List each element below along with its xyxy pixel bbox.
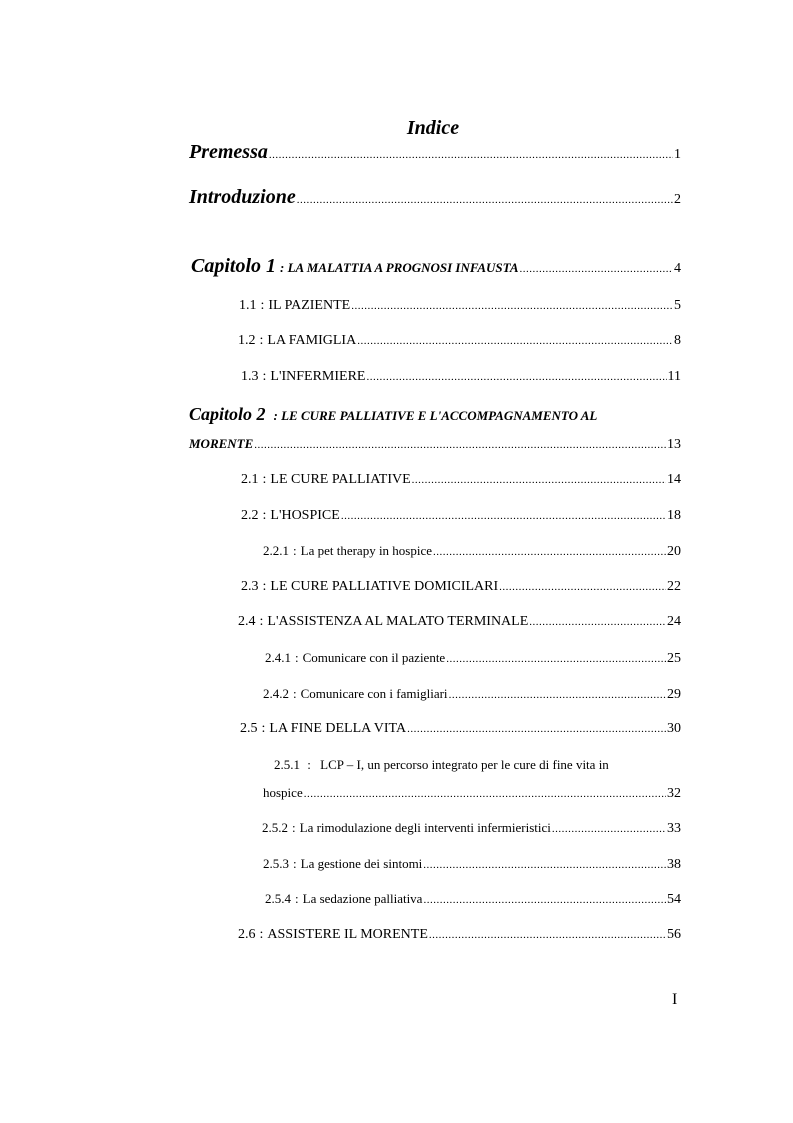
toc-entry-2-5-1[interactable]: [274, 755, 609, 775]
toc-page-number: 14: [667, 472, 681, 487]
leader-dots: [529, 612, 666, 632]
separator: :: [262, 369, 267, 384]
separator: :: [293, 856, 297, 871]
section-number: 2.3: [241, 579, 259, 594]
toc-entry-1-3[interactable]: [241, 367, 681, 387]
section-number: 2.5.4: [265, 891, 291, 906]
chapter-subtitle: : LE CURE PALLIATIVE E L'ACCOMPAGNAMENTO AL: [273, 408, 598, 423]
chapter-subtitle: : LA MALATTIA A PROGNOSI INFAUSTA: [280, 260, 519, 275]
section-number: 1.1: [239, 298, 257, 313]
toc-entry-2-6[interactable]: [238, 925, 681, 945]
leader-dots: [423, 855, 666, 875]
section-number: 2.1: [241, 472, 259, 487]
toc-entry-2-4[interactable]: [238, 612, 681, 632]
toc-page-number: 13: [667, 437, 681, 452]
section-number: 2.5.3: [263, 856, 289, 871]
toc-entry-2-5-1-continued[interactable]: [263, 783, 681, 804]
footer-page-number: I: [672, 991, 678, 1008]
separator: :: [262, 472, 267, 487]
toc-page-number: 38: [667, 857, 681, 872]
toc-entry-2-3[interactable]: [241, 577, 681, 597]
leader-dots: [446, 649, 666, 669]
toc-page-number: 54: [667, 892, 681, 907]
separator: :: [259, 333, 264, 348]
section-title: LA FAMIGLIA: [267, 333, 357, 348]
section-title: La pet therapy in hospice: [300, 543, 433, 558]
leader-dots: [407, 719, 666, 739]
leader-dots: [552, 819, 666, 839]
section-number: 2.5.1: [274, 757, 300, 772]
section-number: 1.2: [238, 333, 256, 348]
leader-dots: [269, 145, 673, 165]
separator: :: [292, 820, 296, 835]
section-title: LE CURE PALLIATIVE: [270, 472, 411, 487]
toc-entry-capitolo-2-continued[interactable]: [189, 434, 681, 455]
toc-page-number: 5: [674, 298, 681, 313]
section-number: 2.4.2: [263, 686, 289, 701]
toc-page-number: 24: [667, 614, 681, 629]
section-title: Comunicare con il paziente: [302, 650, 446, 665]
toc-entry-1-2[interactable]: [238, 331, 681, 351]
leader-dots: [341, 506, 666, 526]
section-title: La rimodulazione degli interventi infermieristici: [299, 820, 551, 835]
toc-entry-1-1[interactable]: [239, 296, 681, 316]
toc-entry-2-5[interactable]: [240, 719, 681, 739]
toc-page-number: 32: [667, 786, 681, 801]
leader-dots: [423, 890, 666, 910]
section-number: 2.5.2: [262, 820, 288, 835]
toc-label: Premessa: [189, 141, 268, 163]
separator: :: [259, 927, 264, 942]
toc-entry-2-4-2[interactable]: [263, 684, 681, 705]
separator: :: [295, 650, 299, 665]
toc-page-number: 18: [667, 508, 681, 523]
leader-dots: [297, 190, 673, 210]
toc-entry-2-1[interactable]: [241, 470, 681, 490]
section-title: La gestione dei sintomi: [300, 856, 423, 871]
toc-page-number: 30: [667, 721, 681, 736]
toc-entry-2-5-3[interactable]: [263, 854, 681, 875]
section-title: L'HOSPICE: [270, 508, 340, 523]
section-title: L'ASSISTENZA AL MALATO TERMINALE: [267, 614, 529, 629]
separator: :: [260, 298, 265, 313]
toc-entry-2-2[interactable]: [241, 506, 681, 526]
toc-page-number: 8: [674, 333, 681, 348]
separator: :: [261, 721, 266, 736]
leader-dots: [449, 685, 666, 705]
toc-page-number: 29: [667, 687, 681, 702]
section-number: 2.2: [241, 508, 259, 523]
separator: :: [293, 543, 297, 558]
leader-dots: [357, 331, 673, 351]
chapter-label: Capitolo 2: [189, 404, 266, 424]
section-number: 1.3: [241, 369, 259, 384]
section-number: 2.2.1: [263, 543, 289, 558]
section-title-continued: hospice: [263, 785, 303, 800]
section-number: 2.4.1: [265, 650, 291, 665]
section-title: Comunicare con i famigliari: [300, 686, 448, 701]
toc-page-number: 11: [667, 369, 681, 384]
toc-page-number: 25: [667, 651, 681, 666]
toc-entry-2-2-1[interactable]: [263, 541, 681, 562]
chapter-subtitle-continued: MORENTE: [189, 436, 254, 451]
section-title: L'INFERMIERE: [270, 369, 366, 384]
separator: :: [259, 614, 264, 629]
toc-page-number: 56: [667, 927, 681, 942]
toc-entry-2-4-1[interactable]: [265, 648, 681, 669]
toc-page-number: 20: [667, 544, 681, 559]
leader-dots: [520, 259, 673, 279]
separator: :: [262, 579, 267, 594]
toc-page-number: 22: [667, 579, 681, 594]
section-title: La sedazione palliativa: [302, 891, 423, 906]
toc-page-number: 33: [667, 821, 681, 836]
toc-page-number: 4: [674, 261, 681, 276]
section-title: IL PAZIENTE: [268, 298, 351, 313]
leader-dots: [366, 367, 666, 387]
toc-label: Introduzione: [189, 186, 296, 208]
toc-entry-capitolo-1[interactable]: [191, 256, 681, 279]
toc-entry-2-5-2[interactable]: [262, 818, 681, 839]
section-title: LCP – I, un percorso integrato per le cure di fine vita in: [320, 757, 609, 772]
toc-entry-premessa[interactable]: [189, 142, 681, 165]
leader-dots: [304, 784, 666, 804]
leader-dots: [429, 925, 666, 945]
toc-page-number: 1: [674, 147, 681, 162]
toc-page-number: 2: [674, 192, 681, 207]
section-title: LE CURE PALLIATIVE DOMICILARI: [270, 579, 499, 594]
toc-entry-introduzione[interactable]: [189, 187, 681, 210]
separator: :: [293, 686, 297, 701]
section-number: 2.4: [238, 614, 256, 629]
leader-dots: [351, 296, 673, 316]
leader-dots: [254, 435, 666, 455]
page-title: Indice: [406, 117, 460, 139]
toc-entry-2-5-4[interactable]: [265, 889, 681, 910]
chapter-label: Capitolo 1: [191, 255, 277, 277]
separator: :: [262, 508, 267, 523]
section-number: 2.5: [240, 721, 258, 736]
section-title: ASSISTERE IL MORENTE: [267, 927, 428, 942]
toc-entry-capitolo-2[interactable]: [189, 404, 597, 426]
section-title: LA FINE DELLA VITA: [269, 721, 407, 736]
section-number: 2.6: [238, 927, 256, 942]
leader-dots: [412, 470, 666, 490]
separator: :: [307, 757, 311, 772]
leader-dots: [433, 542, 666, 562]
leader-dots: [499, 577, 666, 597]
separator: :: [295, 891, 299, 906]
